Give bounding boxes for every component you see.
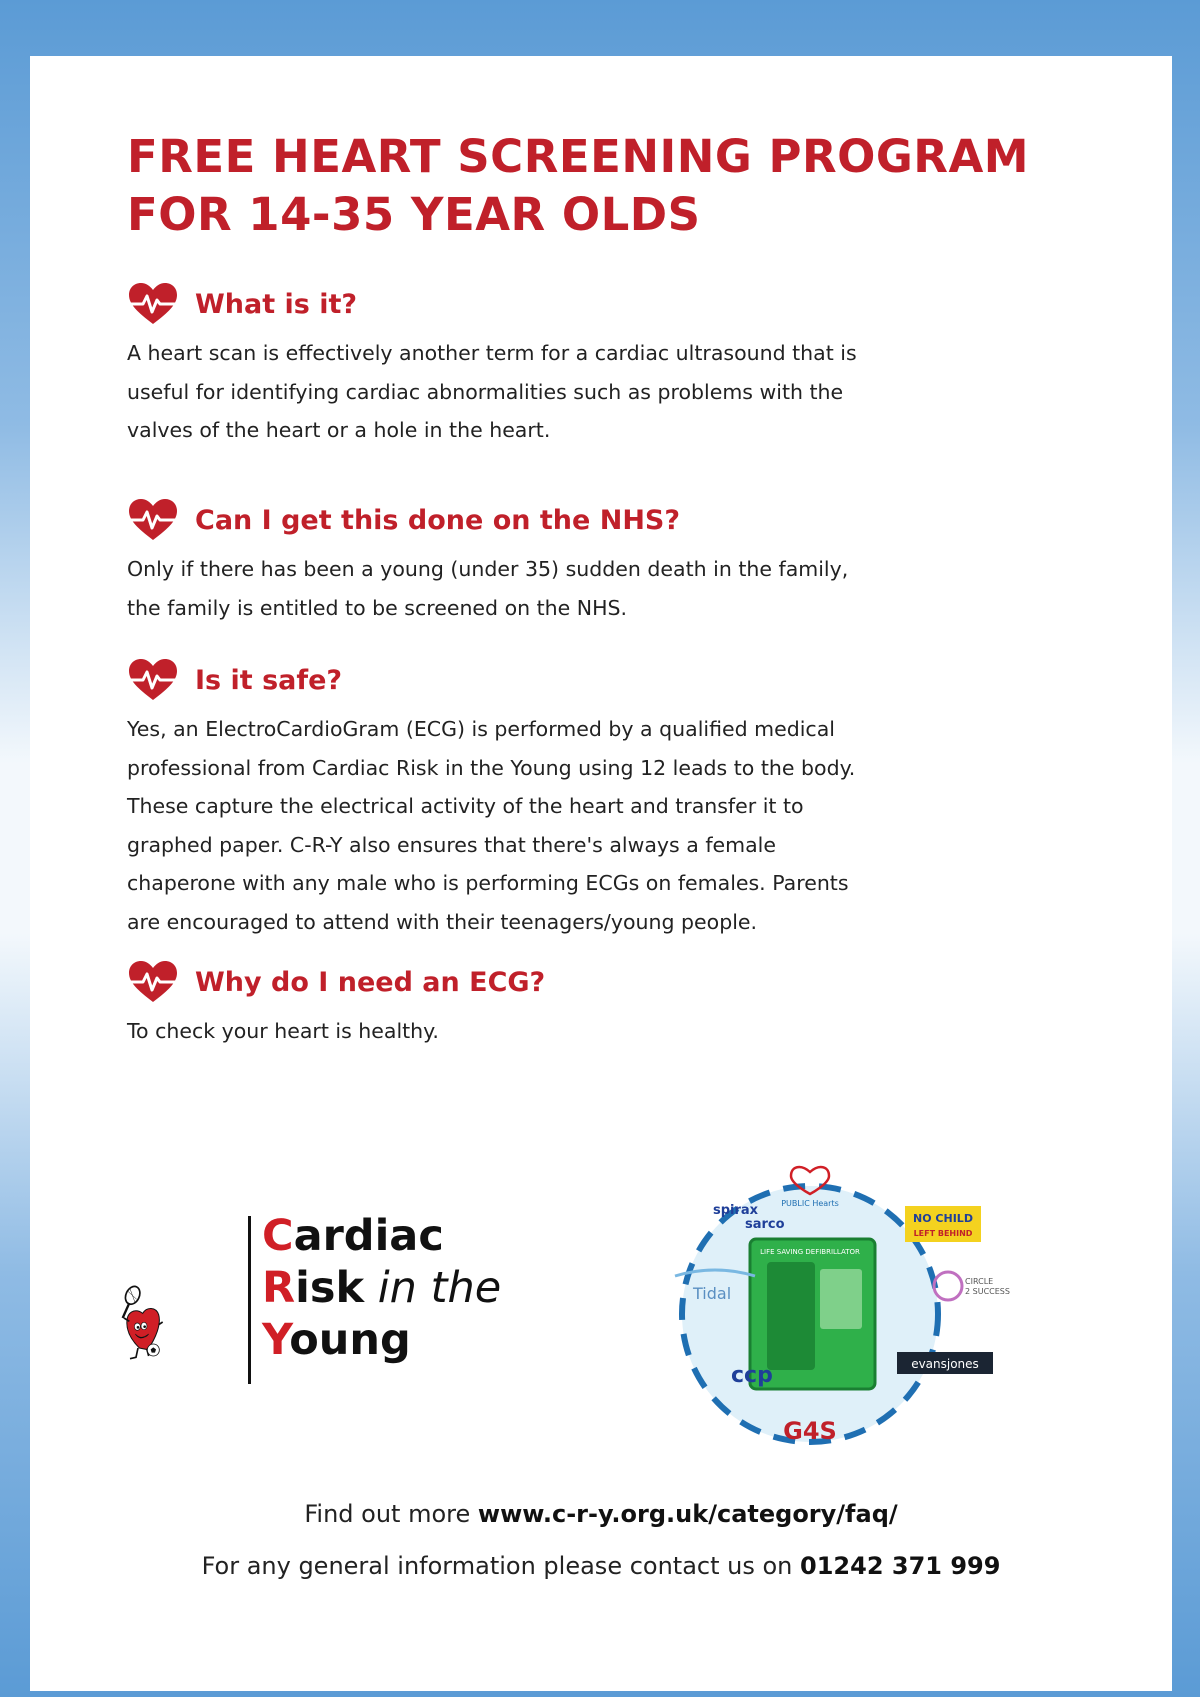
wordmark-line-2: [250, 1262, 501, 1314]
footer-line-2: [30, 1552, 1172, 1580]
heart-pulse-icon: [127, 960, 179, 1004]
section-heading: Is it safe?: [195, 664, 343, 696]
evansjones-label: evansjones: [911, 1357, 979, 1371]
no-child-label-2: LEFT BEHIND: [913, 1229, 973, 1238]
circle-label-1: CIRCLE: [965, 1277, 994, 1286]
circle-label-2: 2 SUCCESS: [965, 1287, 1010, 1296]
ccp-label: ccp: [731, 1363, 773, 1388]
cry-wordmark: [250, 1210, 501, 1366]
partner-sponsors-graphic: [605, 1144, 1045, 1454]
wordmark-rest-1: ardiac: [293, 1211, 444, 1261]
wordmark-cap-c: C: [262, 1211, 294, 1261]
cry-mascot-logo: [116, 1198, 266, 1458]
section-what-is-it: [127, 278, 1107, 450]
faq-link[interactable]: www.c-r-y.org.uk/category/faq/: [477, 1500, 898, 1528]
wordmark-cap-y: Y: [262, 1315, 290, 1365]
section-nhs: [127, 494, 1107, 627]
title-line-1: FREE HEART SCREENING PROGRAM: [127, 130, 1030, 183]
flyer-sheet: [30, 56, 1172, 1691]
flyer-title: [127, 128, 1127, 244]
wordmark-rest-3: oung: [289, 1315, 411, 1365]
section-heading: What is it?: [195, 288, 358, 320]
section-heading: Can I get this done on the NHS?: [195, 504, 681, 536]
wordmark-line-3: [250, 1314, 501, 1366]
section-body: To check your heart is healthy.: [127, 1019, 439, 1043]
public-hearts-label: PUBLIC Hearts: [781, 1199, 839, 1208]
heart-pulse-icon: [127, 658, 179, 702]
contact-phone[interactable]: 01242 371 999: [800, 1552, 1001, 1580]
wordmark-rest-2: isk: [295, 1263, 365, 1313]
wordmark-cap-r: R: [262, 1263, 296, 1313]
heart-pulse-icon: [127, 498, 179, 542]
circle-2-success-icon: [934, 1272, 962, 1300]
section-why-ecg: [127, 956, 1107, 1051]
footer-prefix-2: For any general information please contact us on: [201, 1552, 801, 1580]
section-is-it-safe: [127, 654, 1107, 941]
section-heading: Why do I need an ECG?: [195, 966, 546, 998]
footer-line-1: [30, 1500, 1172, 1528]
no-child-label-1: NO CHILD: [913, 1212, 973, 1225]
section-body: Yes, an ElectroCardioGram (ECG) is performed by a qualified medical professional from Cardiac Risk in the Young using 12 leads to the body. These capture the electrical activity of the heart and transfer it to graphed paper. C-R-Y also ensures that there's always a female chaperone with any male who is performing ECGs on females. Parents are encouraged to attend with their teenagers/young people.: [127, 717, 856, 934]
cabinet-label: LIFE SAVING DEFIBRILLATOR: [760, 1248, 860, 1256]
footer-prefix-1: Find out more: [304, 1500, 478, 1528]
g4s-label: G4S: [783, 1417, 837, 1445]
section-body: A heart scan is effectively another term for a cardiac ultrasound that is useful for identifying cardiac abnormalities such as problems with the valves of the heart or a hole in the heart.: [127, 341, 857, 442]
title-line-2: FOR 14-35 YEAR OLDS: [127, 188, 701, 241]
sarco-label: sarco: [745, 1217, 785, 1232]
wordmark-italic: in the: [364, 1263, 502, 1313]
section-body: Only if there has been a young (under 35) sudden death in the family, the family is entitled to be screened on the NHS.: [127, 557, 849, 620]
spirax-label: spirax: [713, 1203, 759, 1218]
tidal-label: Tidal: [693, 1284, 732, 1303]
heart-pulse-icon: [127, 282, 179, 326]
wordmark-line-1: [250, 1210, 501, 1262]
